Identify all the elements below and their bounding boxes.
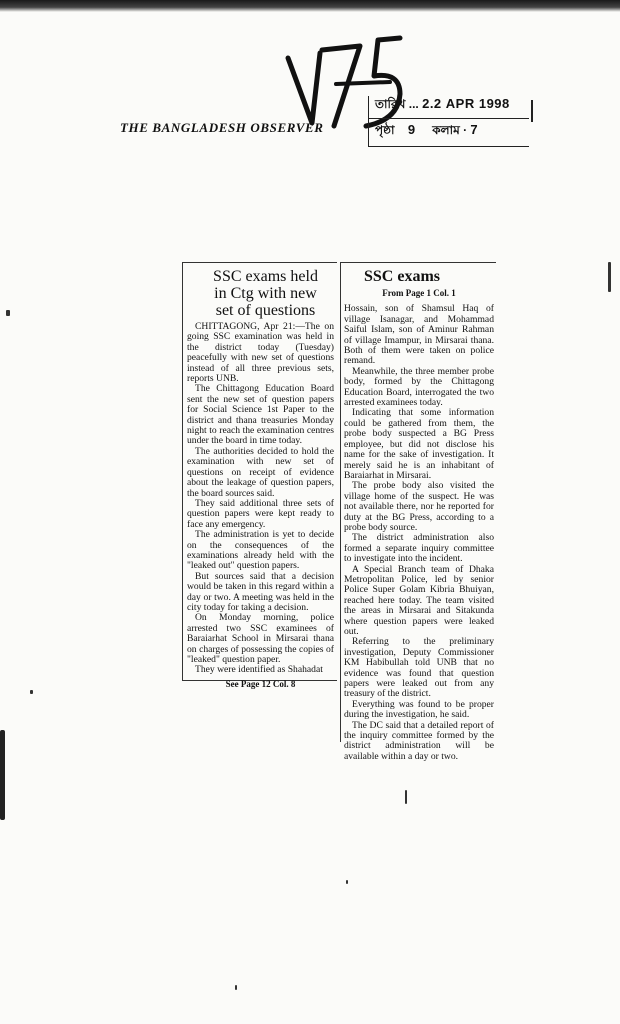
article-paragraph: Referring to the preliminary investigation, Deputy Commissioner KM Habibullah told UNB that no evidence was found that question papers were leaked out from any treasury of the district.: [344, 636, 494, 700]
scan-speck: [30, 690, 33, 694]
article-paragraph: But sources said that a decision would be taken in this regard within a day or two. A meeting was held in the city today for taking a decision.: [187, 570, 334, 613]
article-left-headline: SSC exams held in Ctg with new set of questions: [213, 268, 318, 319]
scan-top-edge: [0, 0, 620, 12]
left-clip-top-border: [182, 262, 337, 263]
right-clip-top-border: [340, 262, 496, 263]
stamp-date-value: 2.2 APR 1998: [422, 96, 510, 111]
article-paragraph: The DC said that a detailed report of the inquiry committee formed by the district administration will be available within a day or two.: [344, 719, 494, 762]
stamp-column-label: কলাম: [432, 123, 460, 137]
article-right-headline: SSC exams: [364, 268, 441, 285]
stamp-page-value: 9: [407, 122, 416, 137]
article-paragraph: CHITTAGONG, Apr 21:—The on going SSC examination was held in the district today (Tuesday) peacefully with new set of questions instead of all three previous sets, reports UNB.: [187, 321, 334, 385]
scan-left-edge-mark: [0, 730, 5, 820]
stamp-column-value: 7: [470, 122, 479, 137]
article-left: [187, 266, 334, 689]
stamp-page-label: পৃষ্ঠা: [375, 123, 395, 137]
right-clip-side-border: [340, 262, 341, 742]
scan-speck: [6, 310, 10, 316]
article-paragraph: They were identified as Shahadat: [195, 664, 323, 676]
article-paragraph: Indicating that some information could be gathered from them, the probe body suspected a BG Press employee, but did not disclose his name for the sake of investigation. It merely said he is an inhabitant of Baraiarhat in Mirsarai.: [344, 407, 494, 481]
scan-speck: [405, 790, 407, 804]
article-paragraph: The probe body also visited the village home of the suspect. He was not available there, nor he reported for duty at the BG Press, according to a probe body source.: [344, 480, 494, 533]
scan-speck: [608, 262, 611, 292]
article-paragraph: Meanwhile, the three member probe body, formed by the Chittagong Education Board, interrogated the two arrested examinees today.: [344, 365, 494, 409]
newspaper-name: THE BANGLADESH OBSERVER: [120, 120, 324, 135]
article-paragraph: A Special Branch team of Dhaka Metropolitan Police, led by senior Police Super Golam Kibria Bhuiyan, reached here today. The team visited the areas in Mirsarai and Sitakunda where question papers were leaked out.: [344, 563, 494, 637]
article-right: [344, 266, 494, 762]
article-paragraph: The administration is yet to decide on the consequences of the examinations already held with the "leaked out" question papers.: [187, 529, 334, 572]
article-paragraph: The authorities decided to hold the examination with new set of questions on receipt of evidence about the leakage of question papers, the board sources said.: [187, 445, 334, 499]
scan-speck: [235, 985, 237, 990]
continuation-note: See Page 12 Col. 8: [225, 678, 296, 689]
date-stamp: তারিখ ... 2.2 APR 1998 পৃষ্ঠা 9 কলাম · 7: [368, 96, 529, 147]
stamp-date-label: তারিখ: [375, 97, 406, 111]
scan-speck: [346, 880, 348, 884]
article-paragraph: The Chittagong Education Board sent the new set of question papers for Social Science 1st Paper to the district and thana treasuries Monday night to reach the examination centres under the board in time today.: [187, 383, 334, 447]
article-paragraph: They said additional three sets of question papers were kept ready to face any emergency.: [187, 497, 334, 530]
left-clip-side-border: [182, 262, 183, 680]
article-paragraph: Everything was found to be proper during the investigation, he said.: [344, 698, 494, 721]
article-paragraph: Hossain, son of Shamsul Haq of village Isanagar, and Mohammad Saiful Islam, son of Aminur Rahman of village Imampur, in Mirsarai thana. Both of them were taken on police remand.: [344, 303, 494, 367]
article-paragraph: On Monday morning, police arrested two SSC examinees of Baraiarhat School in Mirsarai thana on charges of possessing the copies of "leaked" question paper.: [187, 612, 334, 665]
article-paragraph: The district administration also formed a separate inquiry committee to investigate into the incident.: [344, 532, 494, 565]
from-page-note: From Page 1 Col. 1: [382, 288, 456, 298]
